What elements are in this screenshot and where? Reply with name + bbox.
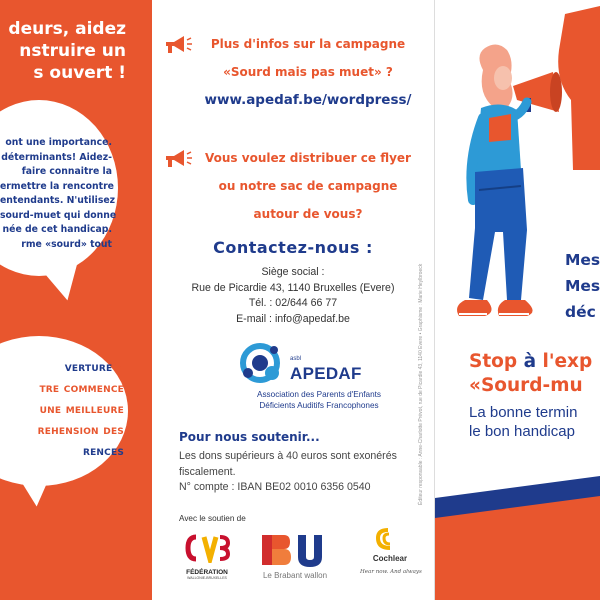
contact-details: Siège social : Rue de Picardie 43, 1140 Bruxelles (Evere) Tél. : 02/644 66 77 E-mail : info@apedaf.be	[152, 265, 434, 327]
support-details: Les dons supérieurs à 40 euros sont exonérés fiscalement. N° compte : IBAN BE02 0010 6356 0540	[179, 450, 397, 493]
distribution-info: Vous voulez distribuer ce flyer ou notre sac de campagne autour de vous?	[205, 151, 411, 221]
speech-bubble-2-tail	[20, 473, 57, 508]
left-headline: deurs, aidez nstruire un s ouvert !	[8, 19, 126, 83]
bottom-decoration	[435, 440, 600, 600]
campaign-url-link[interactable]: www.apedaf.be/wordpress/	[204, 92, 412, 108]
brabant-wallon-logo: Le Brabant wallon	[258, 533, 332, 580]
brabant-wallon-logo-icon	[258, 533, 332, 567]
email-link[interactable]: E-mail : info@apedaf.be	[236, 312, 350, 325]
left-panel	[0, 0, 152, 600]
stop-subtitle: La bonne termin le bon handicap	[469, 404, 578, 440]
right-panel	[435, 0, 600, 600]
speech-bubble-2-text: verture a tre commence une meilleure rehension des rences	[37, 359, 124, 458]
federation-logo: FÉDÉRATION WALLONIE-BRUXELLES	[182, 533, 232, 580]
cochlear-logo: Cochlear Hear now. And always	[360, 528, 420, 575]
campaign-info: Plus d'infos sur la campagne «Sourd mais pas muet» ? www.apedaf.be/wordpress/	[192, 30, 424, 114]
apedaf-asbl: asbl	[290, 356, 302, 362]
contact-title: Contactez-nous :	[213, 238, 373, 257]
stop-title: Stop à l'exp «Sourd-mu	[469, 351, 593, 396]
megaphone-icon	[162, 146, 192, 172]
support-title: Pour nous soutenir...	[179, 430, 320, 444]
middle-panel	[152, 0, 434, 600]
megaphone-icon	[162, 32, 192, 58]
cover-title: Mes Mes déc	[565, 251, 600, 321]
speech-bubble-1-text: ont une importance. déterminants! Aidez- faire connaitre la ermettre la rencontre entendants. N'utilisez sourd-muet qui donne née de cet handicap. rme «sourd» tout	[0, 137, 117, 250]
apedaf-subtitle: Association des Parents d'Enfants Déficients Auditifs Francophones	[257, 390, 381, 410]
sponsor-label: Avec le soutien de	[179, 514, 246, 523]
cochlear-logo-icon	[360, 528, 420, 550]
apedaf-name: APEDAF	[290, 364, 362, 383]
federation-logo-icon	[182, 533, 232, 563]
publisher-credit: Éditeur responsable : Anne-Charlotte Prévot, rue de Picardie 43, 1140 Evere • Graphisme : Marie Heylbroeck	[418, 263, 424, 505]
